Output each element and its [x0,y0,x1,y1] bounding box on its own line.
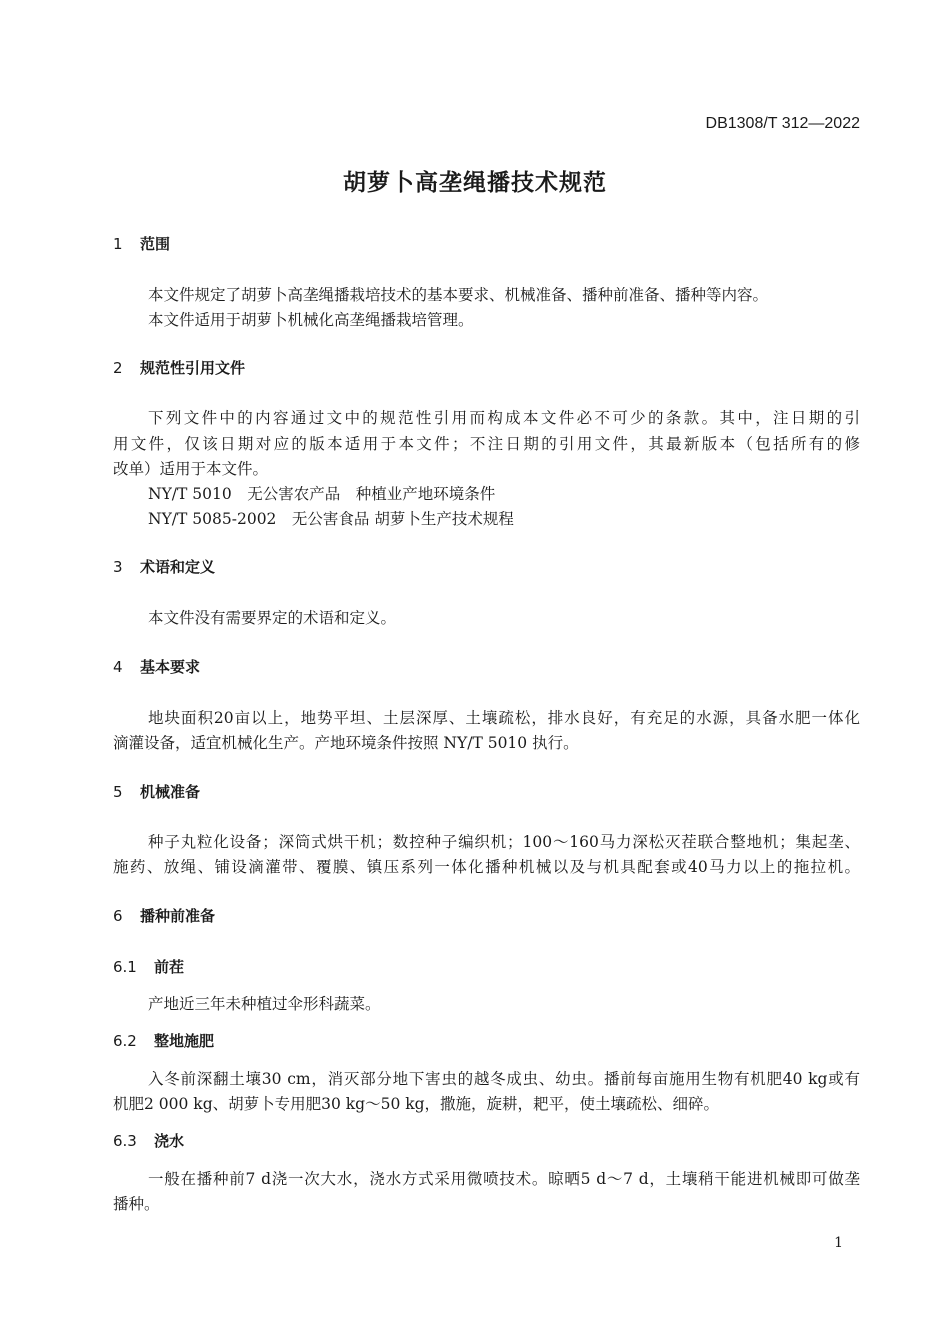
section-6-3-paragraph-line-1: 一般在播种前7 d浇一次大水，浇水方式采用微喷技术。晾晒5 d～7 d，土壤稍干能进机械即可做垄 [148,1170,860,1188]
section-4-paragraph-line-1: 地块面积20亩以上，地势平坦、土层深厚、土壤疏松，排水良好，有充足的水源，具备水肥一体化 [148,709,860,727]
section-6-1-title: 前茬 [154,958,185,976]
section-2-paragraph-line-3: 改单）适用于本文件。 [113,460,269,478]
section-1-title: 范围 [140,235,171,253]
section-6-3-heading [113,1130,184,1151]
section-6-3-number: 6.3 [113,1132,137,1150]
section-5-paragraph-line-2: 施药、放绳、铺设滴灌带、覆膜、镇压系列一体化播种机械以及与机具配套或40马力以上的拖拉机。 [113,858,860,876]
page-number: 1 [834,1235,843,1251]
section-5-number: 5 [113,783,123,801]
section-2-number: 2 [113,359,123,377]
section-5-heading [113,781,200,802]
section-6-2-paragraph-line-1: 入冬前深翻土壤30 cm，消灭部分地下害虫的越冬成虫、幼虫。播前每亩施用生物有机肥40 kg或有 [148,1070,860,1088]
section-6-3-title: 浇水 [154,1132,185,1150]
section-6-1-heading [113,956,184,977]
section-5-paragraph-line-1: 种子丸粒化设备；深筒式烘干机；数控种子编织机；100～160马力深松灭茬联合整地机；集起垄、 [148,833,860,851]
section-6-heading [113,905,215,926]
section-3-number: 3 [113,558,123,576]
section-6-title: 播种前准备 [140,907,216,925]
section-4-heading [113,656,200,677]
section-6-2-paragraph-line-2: 机肥2 000 kg、胡萝卜专用肥30 kg～50 kg，撒施，旋耕，耙平，使土壤疏松、细碎。 [113,1095,720,1113]
section-3-heading [113,556,215,577]
section-4-number: 4 [113,658,123,676]
standard-number: DB1308/T 312—2022 [705,115,860,132]
section-2-title: 规范性引用文件 [140,359,246,377]
section-6-2-heading [113,1030,214,1051]
section-6-number: 6 [113,907,123,925]
section-6-2-title: 整地施肥 [154,1032,215,1050]
reference-1: NY/T 5010 无公害农产品 种植业产地环境条件 [148,485,496,503]
section-6-2-number: 6.2 [113,1032,137,1050]
section-2-heading [113,357,245,378]
section-2-paragraph-line-1: 下列文件中的内容通过文中的规范性引用而构成本文件必不可少的条款。其中，注日期的引 [148,409,860,427]
section-2-paragraph-line-2: 用文件，仅该日期对应的版本适用于本文件；不注日期的引用文件，其最新版本（包括所有的修 [113,435,860,453]
section-6-1-paragraph: 产地近三年未种植过伞形科蔬菜。 [148,995,381,1013]
section-1-number: 1 [113,235,123,253]
section-6-1-number: 6.1 [113,958,137,976]
section-5-title: 机械准备 [140,783,201,801]
document-title: 胡萝卜高垄绳播技术规范 [343,170,607,196]
section-1-paragraph-2: 本文件适用于胡萝卜机械化高垄绳播栽培管理。 [148,311,474,329]
section-1-paragraph-1: 本文件规定了胡萝卜高垄绳播栽培技术的基本要求、机械准备、播种前准备、播种等内容。 [148,286,769,304]
section-4-paragraph-line-2: 滴灌设备，适宜机械化生产。产地环境条件按照 NY/T 5010 执行。 [113,734,579,752]
reference-2: NY/T 5085-2002 无公害食品 胡萝卜生产技术规程 [148,510,514,528]
section-3-title: 术语和定义 [140,558,216,576]
section-3-paragraph-1: 本文件没有需要界定的术语和定义。 [148,609,397,627]
section-4-title: 基本要求 [140,658,201,676]
section-1-heading [113,233,170,254]
section-6-3-paragraph-line-2: 播种。 [113,1195,160,1213]
